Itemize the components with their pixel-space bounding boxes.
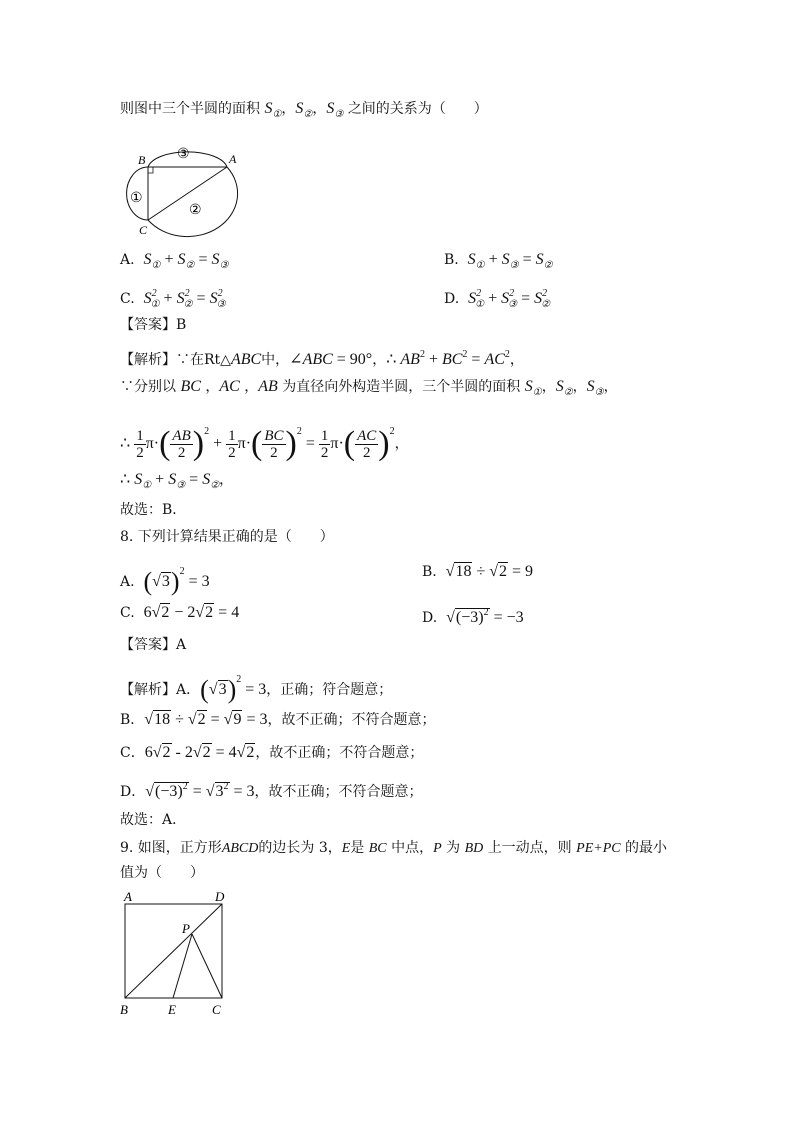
q8-explanation-b: B．√18 ÷ √2 = √9 = 3，故不正确；不符合题意； <box>120 711 436 728</box>
region-2: ② <box>189 203 202 218</box>
q8-answer: 【答案】A <box>120 637 187 653</box>
q9-stem-line1: 9. 如图，正方形ABCD的边长为 3，E是 BC 中点，P 为 BD 上一动点，则 PE+PC 的最小 <box>120 840 668 856</box>
q8-explanation-d: D．$√(-3)^2 = √3^2 = 3$，故不正确；不符合题意； <box>120 781 423 800</box>
q9-stem-line2: 值为（ ） <box>120 865 204 881</box>
q8-explanation-a: 【解析】A．$(√3)^2 = 3$，正确；符合题意； <box>120 674 393 704</box>
q7-conclusion: 故选：B． <box>120 502 187 518</box>
q7-answer: 【答案】B <box>120 317 187 333</box>
label-C: C <box>212 1002 221 1017</box>
q8-stem: 8. 下列计算结果正确的是（ ） <box>120 529 334 545</box>
q7-explanation-3: ∴ $S_① + S_③ = S_②$， <box>120 471 234 491</box>
q7-explanation-2: ∵分别以 BC ，AC ，AB 为直径向外构造半圆，三个半圆的面积 $S_①$，$S_②$，$S_③$， <box>120 378 618 398</box>
q9-figure <box>112 888 242 1023</box>
q8-option-a[interactable]: A. $(√3)^2 = 3$ <box>120 566 210 596</box>
label-P: P <box>182 921 190 936</box>
q7-equation: ∴ $\frac{1}{2}$ π·( $\frac{AB}{2}$ )$^2$ + $\frac{1}{2}$ π·( $\frac{BC}{2}$ )$^2$ = $\frac{1}{2}$ π·( $\frac{AC}{2}$ )$^2$， <box>120 425 409 462</box>
q8-explanation-c: C．6√2 - 2√2 = 4√2，故不正确；不符合题意； <box>120 744 424 761</box>
label-A: A <box>124 889 132 904</box>
label-B: B <box>138 153 146 167</box>
q7-stem: 则图中三个半圆的面积 $S_①$，$S_②$，$S_③$ 之间的关系为（ ） <box>120 100 488 120</box>
region-3: ③ <box>177 147 190 162</box>
q8-conclusion: 故选：A． <box>120 812 187 828</box>
q7-explanation-1: 【解析】∵在Rt△ABC中，∠ABC = 90°，∴ $AB^2 + BC^2 = AC^2$， <box>120 349 524 368</box>
label-C: C <box>139 223 148 237</box>
q7-figure <box>112 140 252 240</box>
label-D: D <box>215 889 225 904</box>
q7-option-d[interactable]: D. $S^2_① + S^2_③ = S^2_②$ <box>444 288 551 310</box>
region-1: ① <box>130 191 143 206</box>
q8-option-b[interactable]: B. √18 ÷ √2 = 9 <box>422 563 534 580</box>
q8-option-d[interactable]: D. $√(-3)^2 = -3$ <box>422 607 524 626</box>
q7-option-a[interactable]: A. $S_① + S_② = S_③$ <box>120 251 229 271</box>
q7-option-c[interactable]: C. $S^2_① + S^2_② = S^2_③$ <box>120 288 226 310</box>
q8-option-c[interactable]: C. 6√2 − 2√2 = 4 <box>120 604 240 621</box>
label-A: A <box>229 152 237 166</box>
label-B: B <box>120 1002 128 1017</box>
label-E: E <box>168 1002 176 1017</box>
q7-option-b[interactable]: B. $S_① + S_③ = S_②$ <box>444 251 553 271</box>
